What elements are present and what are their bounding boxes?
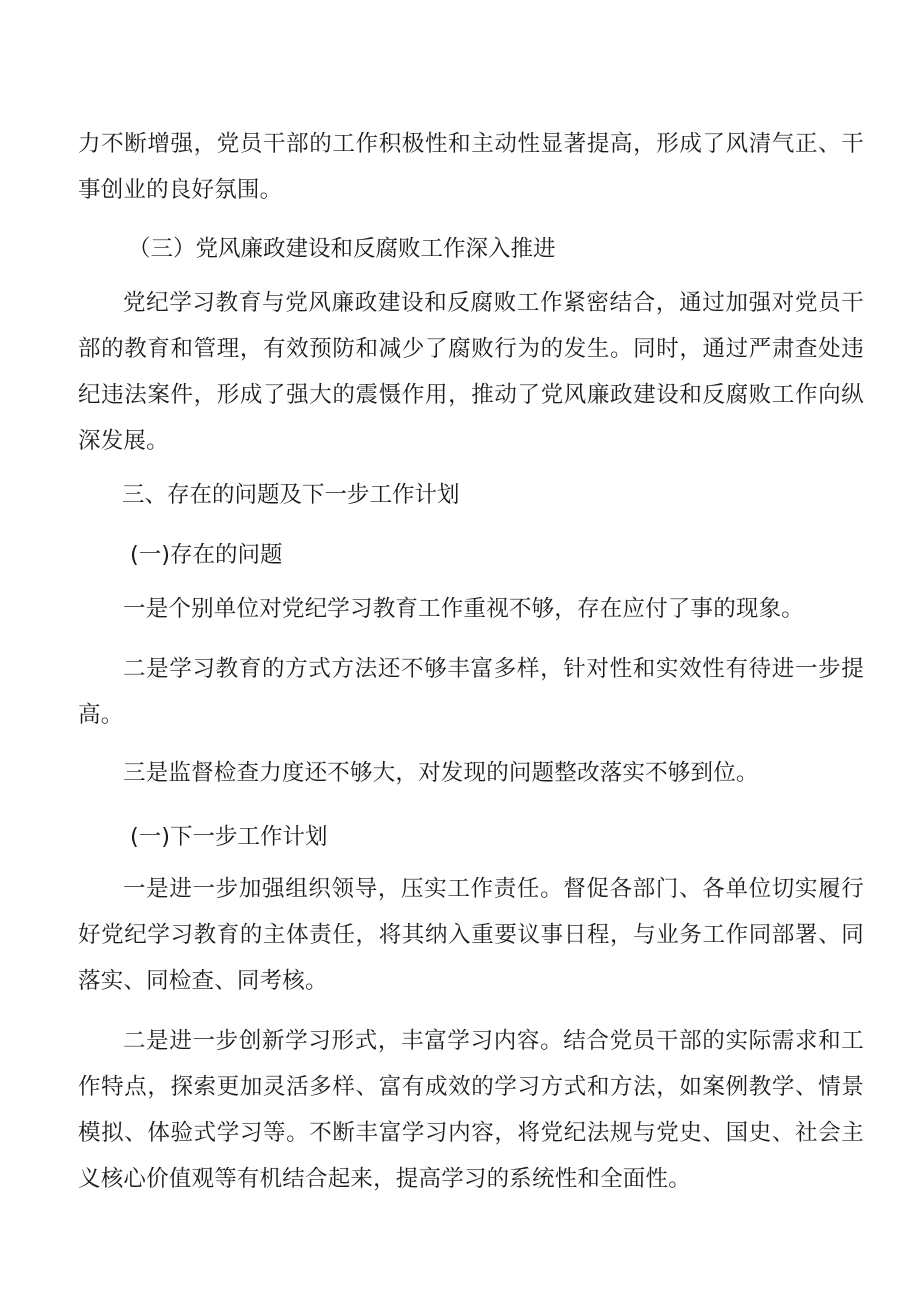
paragraph-problem-2: 二是学习教育的方式方法还不够丰富多样，针对性和实效性有待进一步提高。 <box>78 656 864 728</box>
paragraph-problem-3: 三是监督检查力度还不够大，对发现的问题整改落实不够到位。 <box>123 760 759 786</box>
subheading-anti-corruption: （三）党风廉政建设和反腐败工作深入推进 <box>128 236 556 262</box>
paragraph-plan-2: 二是进一步创新学习形式，丰富学习内容。结合党员干部的实际需求和工作特点，探索更加灵活多样、富有成效的学习方式和方法，如案例教学、情景模拟、体验式学习等。不断丰富学习内容，将党纪法规与党史、国史、社会主义核心价值观等有机结合起来，提高学习的系统性和全面性。 <box>78 1028 864 1192</box>
paragraph-plan-1: 一是进一步加强组织领导，压实工作责任。督促各部门、各单位切实履行好党纪学习教育的主体责任，将其纳入重要议事日程，与业务工作同部署、同落实、同检查、同考核。 <box>78 876 864 994</box>
section-heading-problems-plan: 三、存在的问题及下一步工作计划 <box>122 482 460 508</box>
subheading-next-plan: (一)下一步工作计划 <box>130 824 328 850</box>
subheading-problems: (一)存在的问题 <box>130 542 283 568</box>
paragraph-anti-corruption: 党纪学习教育与党风廉政建设和反腐败工作紧密结合，通过加强对党员干部的教育和管理，有效预防和减少了腐败行为的发生。同时，通过严肃查处违纪违法案件，形成了强大的震慑作用，推动了党风廉政建设和反腐败工作向纵深发展。 <box>78 290 864 454</box>
paragraph-problem-1: 一是个别单位对党纪学习教育工作重视不够，存在应付了事的现象。 <box>123 596 805 622</box>
paragraph-continuation: 力不断增强，党员干部的工作积极性和主动性显著提高，形成了风清气正、干事创业的良好氛围。 <box>78 131 864 203</box>
